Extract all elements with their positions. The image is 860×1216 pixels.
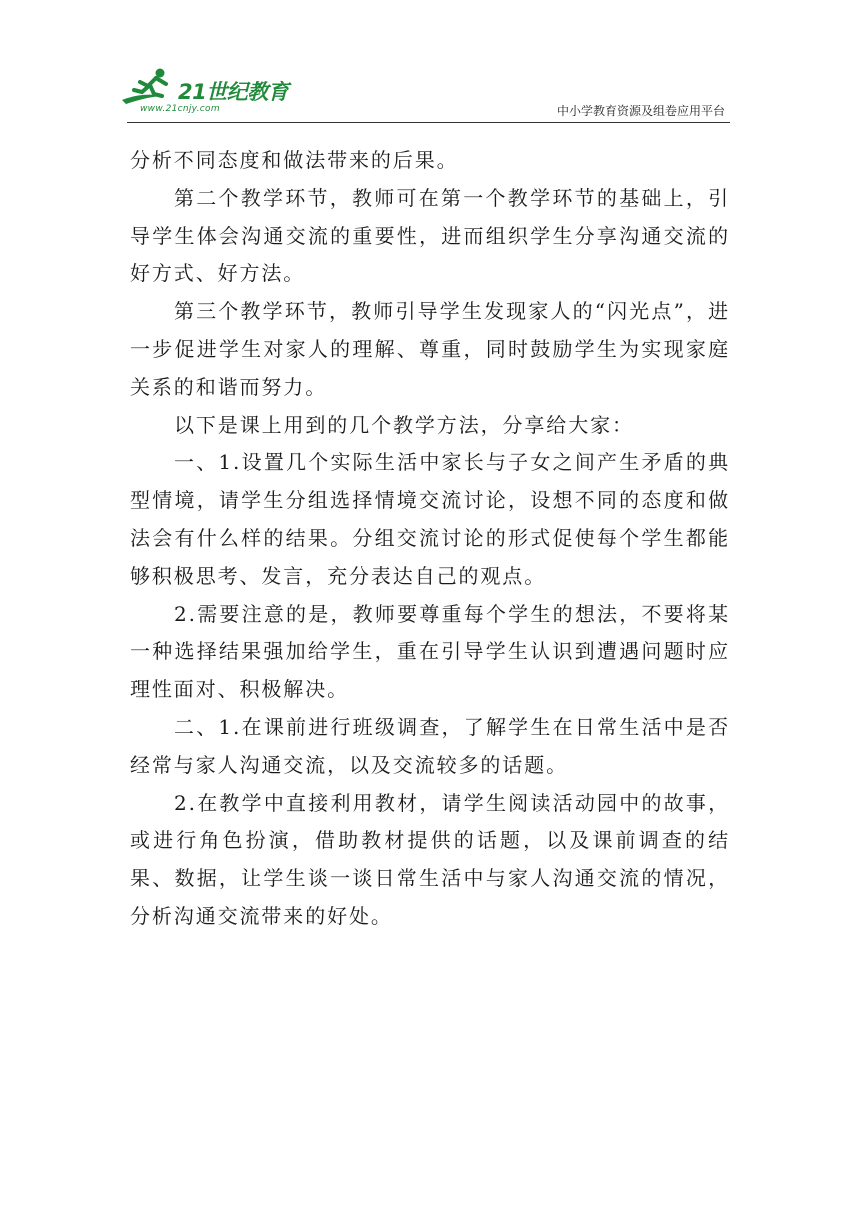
paragraph: 2.需要注意的是，教师要尊重每个学生的想法，不要将某一种选择结果强加给学生，重在引导学生认识到遭遇问题时应理性面对、积极解决。 — [130, 601, 730, 702]
paragraph: 第三个教学环节，教师引导学生发现家人的“闪光点”，进一步促进学生对家人的理解、尊重，同时鼓励学生为实现家庭关系的和谐而努力。 — [130, 299, 730, 399]
paragraph: 2.在教学中直接利用教材，请学生阅读活动园中的故事，或进行角色扮演，借助教材提供的话题，以及课前调查的结果、数据，让学生谈一谈日常生活中与家人沟通交流的情况，分析沟通交流带来的好处。 — [130, 790, 730, 928]
header-divider — [127, 122, 730, 123]
running-figure-icon — [120, 66, 180, 106]
platform-name: 中小学教育资源及组卷应用平台 — [556, 104, 725, 118]
logo-url: www.21cnjy.com — [140, 104, 220, 114]
page-header — [0, 0, 860, 124]
paragraph: 分析不同态度和做法带来的后果。 — [130, 148, 459, 172]
document-body — [130, 142, 730, 936]
paragraph: 第二个教学环节，教师可在第一个教学环节的基础上，引导学生体会沟通交流的重要性，进而组织学生分享沟通交流的好方式、好方法。 — [130, 185, 730, 286]
paragraph: 以下是课上用到的几个教学方法，分享给大家： — [174, 412, 634, 437]
paragraph: 二、1.在课前进行班级调查，了解学生在日常生活中是否经常与家人沟通交流，以及交流较多的话题。 — [130, 714, 730, 777]
paragraph: 一、1.设置几个实际生活中家长与子女之间产生矛盾的典型情境，请学生分组选择情境交流讨论，设想不同的态度和做法会有什么样的结果。分组交流讨论的形式促使每个学生都能够积极思考、发言，充分表达自己的观点。 — [130, 450, 730, 588]
logo-title: 21世纪教育 — [178, 80, 289, 104]
site-logo — [120, 66, 300, 122]
